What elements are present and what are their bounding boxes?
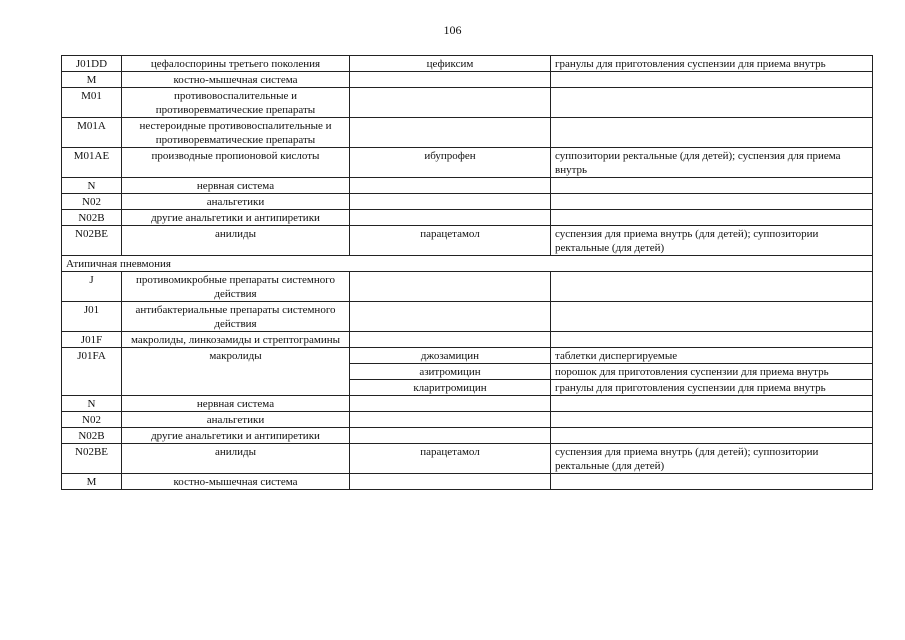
anatomical-group-cell: противомикробные препараты системного действия xyxy=(122,272,350,302)
dosage-form-cell xyxy=(551,396,873,412)
atc-code-cell: J01 xyxy=(62,302,122,332)
atc-code-cell: N xyxy=(62,396,122,412)
atc-code-cell: N02 xyxy=(62,194,122,210)
dosage-form-cell: гранулы для приготовления суспензии для приема внутрь xyxy=(551,380,873,396)
anatomical-group-cell: другие анальгетики и антипиретики xyxy=(122,428,350,444)
atc-code-cell: N xyxy=(62,178,122,194)
anatomical-group-cell: антибактериальные препараты системного действия xyxy=(122,302,350,332)
dosage-form-cell xyxy=(551,332,873,348)
table-row xyxy=(62,428,873,444)
anatomical-group-cell: противовоспалительные и противоревматические препараты xyxy=(122,88,350,118)
drug-name-cell xyxy=(350,412,551,428)
dosage-form-cell xyxy=(551,178,873,194)
drug-name-cell: цефиксим xyxy=(350,56,551,72)
atc-code-cell: M01A xyxy=(62,118,122,148)
atc-code-cell: M01 xyxy=(62,88,122,118)
anatomical-group-cell: производные пропионовой кислоты xyxy=(122,148,350,178)
drug-name-cell: азитромицин xyxy=(350,364,551,380)
atc-code-cell: N02BE xyxy=(62,226,122,256)
dosage-form-cell xyxy=(551,428,873,444)
dosage-form-cell: гранулы для приготовления суспензии для приема внутрь xyxy=(551,56,873,72)
table-row xyxy=(62,148,873,178)
drug-name-cell: джозамицин xyxy=(350,348,551,364)
atc-code-cell: J01FA xyxy=(62,348,122,396)
drug-name-cell xyxy=(350,118,551,148)
table-row xyxy=(62,56,873,72)
dosage-form-cell xyxy=(551,88,873,118)
atc-code-cell: N02BE xyxy=(62,444,122,474)
dosage-form-cell xyxy=(551,272,873,302)
drug-name-cell xyxy=(350,302,551,332)
drug-name-cell xyxy=(350,396,551,412)
anatomical-group-cell: костно-мышечная система xyxy=(122,72,350,88)
dosage-form-cell xyxy=(551,72,873,88)
atc-code-cell: J01DD xyxy=(62,56,122,72)
table-row xyxy=(62,412,873,428)
anatomical-group-cell: нестероидные противовоспалительные и противоревматические препараты xyxy=(122,118,350,148)
table-row xyxy=(62,348,873,364)
dosage-form-cell: суспензия для приема внутрь (для детей); суппозитории ректальные (для детей) xyxy=(551,444,873,474)
table-row xyxy=(62,396,873,412)
table-row xyxy=(62,194,873,210)
drug-name-cell: кларитромицин xyxy=(350,380,551,396)
drug-name-cell xyxy=(350,428,551,444)
anatomical-group-cell: костно-мышечная система xyxy=(122,474,350,490)
table-row xyxy=(62,88,873,118)
atc-code-cell: J01F xyxy=(62,332,122,348)
dosage-form-cell: суппозитории ректальные (для детей); суспензия для приема внутрь xyxy=(551,148,873,178)
drug-name-cell xyxy=(350,72,551,88)
dosage-form-cell xyxy=(551,474,873,490)
anatomical-group-cell: анилиды xyxy=(122,226,350,256)
drug-name-cell xyxy=(350,178,551,194)
dosage-form-cell xyxy=(551,412,873,428)
table-row xyxy=(62,332,873,348)
drug-name-cell: парацетамол xyxy=(350,444,551,474)
atc-code-cell: M01AE xyxy=(62,148,122,178)
anatomical-group-cell: анилиды xyxy=(122,444,350,474)
anatomical-group-cell: макролиды, линкозамиды и стрептограмины xyxy=(122,332,350,348)
dosage-form-cell xyxy=(551,194,873,210)
atc-code-cell: J xyxy=(62,272,122,302)
drug-name-cell xyxy=(350,272,551,302)
table-row xyxy=(62,444,873,474)
dosage-form-cell: суспензия для приема внутрь (для детей); суппозитории ректальные (для детей) xyxy=(551,226,873,256)
table-row xyxy=(62,226,873,256)
anatomical-group-cell: анальгетики xyxy=(122,412,350,428)
anatomical-group-cell: анальгетики xyxy=(122,194,350,210)
table-row xyxy=(62,72,873,88)
drug-name-cell xyxy=(350,332,551,348)
anatomical-group-cell: другие анальгетики и антипиретики xyxy=(122,210,350,226)
table-body xyxy=(62,56,873,490)
table-row xyxy=(62,474,873,490)
section-row xyxy=(62,256,873,272)
dosage-form-cell xyxy=(551,210,873,226)
dosage-form-cell xyxy=(551,302,873,332)
atc-code-cell: M xyxy=(62,72,122,88)
drug-name-cell xyxy=(350,210,551,226)
atc-code-cell: N02 xyxy=(62,412,122,428)
drug-table xyxy=(61,55,873,490)
anatomical-group-cell: цефалоспорины третьего поколения xyxy=(122,56,350,72)
section-heading: Атипичная пневмония xyxy=(62,256,873,272)
dosage-form-cell: таблетки диспергируемые xyxy=(551,348,873,364)
drug-name-cell xyxy=(350,474,551,490)
drug-name-cell xyxy=(350,194,551,210)
anatomical-group-cell: нервная система xyxy=(122,396,350,412)
table-row xyxy=(62,178,873,194)
dosage-form-cell: порошок для приготовления суспензии для приема внутрь xyxy=(551,364,873,380)
anatomical-group-cell: нервная система xyxy=(122,178,350,194)
table-row xyxy=(62,210,873,226)
anatomical-group-cell: макролиды xyxy=(122,348,350,396)
table-row xyxy=(62,118,873,148)
drug-name-cell: ибупрофен xyxy=(350,148,551,178)
atc-code-cell: N02B xyxy=(62,428,122,444)
table-row xyxy=(62,272,873,302)
page-number: 106 xyxy=(443,23,462,37)
atc-code-cell: N02B xyxy=(62,210,122,226)
atc-code-cell: M xyxy=(62,474,122,490)
drug-name-cell: парацетамол xyxy=(350,226,551,256)
dosage-form-cell xyxy=(551,118,873,148)
table-row xyxy=(62,302,873,332)
drug-name-cell xyxy=(350,88,551,118)
